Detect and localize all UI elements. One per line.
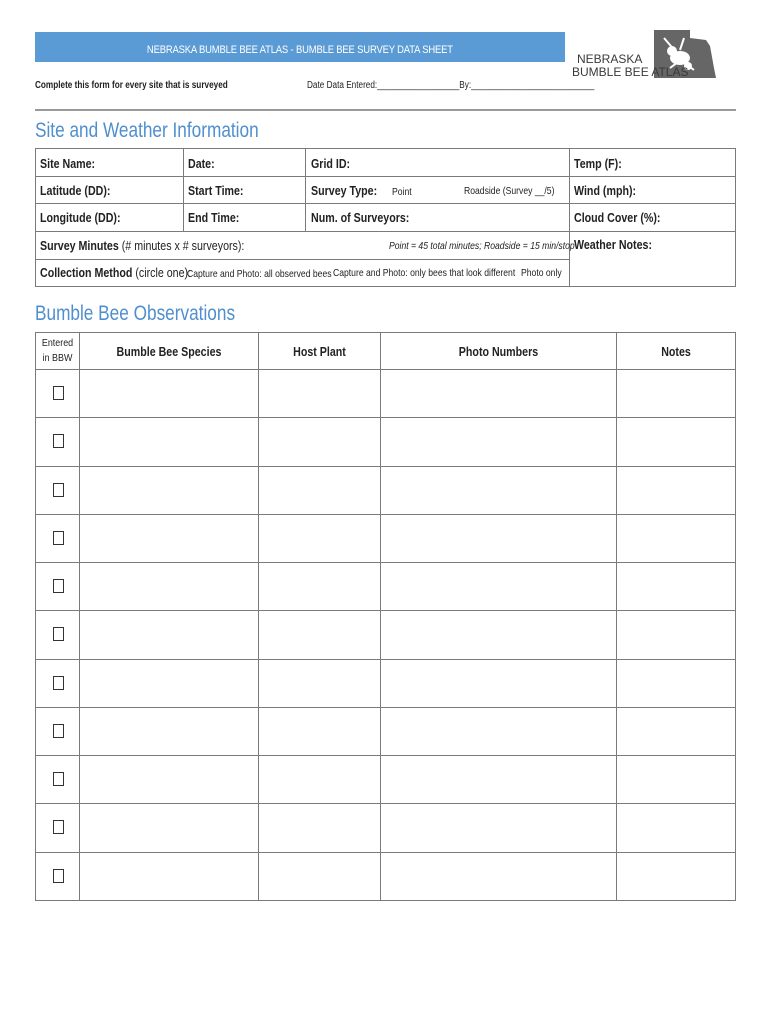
col-entered-line2: in BBW	[42, 352, 73, 364]
col-entered-line1: Entered	[41, 337, 74, 349]
grid-id-label: Grid ID:	[311, 156, 351, 171]
entered-in-bbw-checkbox[interactable]	[53, 676, 64, 690]
survey-type-point-option[interactable]: Point	[392, 186, 412, 198]
logo-line-2: BUMBLE BEE ATLAS	[572, 65, 689, 79]
col-entered-header	[39, 336, 76, 366]
cloud-cover-label: Cloud Cover (%):	[574, 210, 661, 225]
collection-option-photo-only[interactable]: Photo only	[521, 267, 562, 279]
date-label: Date:	[188, 156, 215, 171]
entered-in-bbw-checkbox[interactable]	[53, 579, 64, 593]
end-time-label: End Time:	[188, 210, 240, 225]
table-row[interactable]	[36, 708, 735, 755]
wind-label: Wind (mph):	[574, 183, 637, 198]
instruction-text: Complete this form for every site that is surveyed	[35, 80, 228, 91]
survey-minutes-rest: (# minutes x # surveyors):	[118, 238, 245, 253]
longitude-label: Longitude (DD):	[40, 210, 121, 225]
table-row[interactable]	[36, 418, 735, 465]
collection-option-different[interactable]: Capture and Photo: only bees that look different	[333, 267, 516, 279]
table-row[interactable]	[36, 370, 735, 417]
entered-in-bbw-checkbox[interactable]	[53, 386, 64, 400]
table-row[interactable]	[36, 467, 735, 514]
latitude-label: Latitude (DD):	[40, 183, 111, 198]
col-host-header: Host Plant	[293, 344, 346, 359]
entered-in-bbw-checkbox[interactable]	[53, 724, 64, 738]
collection-method-rest: (circle one):	[132, 265, 192, 280]
entered-in-bbw-checkbox[interactable]	[53, 627, 64, 641]
logo-line-1: NEBRASKA	[577, 52, 643, 66]
table-row[interactable]	[36, 563, 735, 610]
entered-in-bbw-checkbox[interactable]	[53, 820, 64, 834]
entered-in-bbw-checkbox[interactable]	[53, 869, 64, 883]
collection-method-bold: Collection Method	[40, 265, 133, 280]
temp-label: Temp (F):	[574, 156, 622, 171]
table-row[interactable]	[36, 853, 735, 900]
site-name-label: Site Name:	[40, 156, 96, 171]
survey-type-roadside-option[interactable]: Roadside (Survey __/5)	[464, 185, 555, 197]
col-photo-header: Photo Numbers	[458, 344, 539, 359]
survey-minutes-bold: Survey Minutes	[40, 238, 119, 253]
date-entered-line[interactable]: Date Data Entered:__________________By:___________________________	[307, 80, 595, 91]
entered-in-bbw-checkbox[interactable]	[53, 772, 64, 786]
table-row[interactable]	[36, 804, 735, 851]
site-section-title: Site and Weather Information	[35, 119, 259, 142]
weather-notes-label: Weather Notes:	[574, 237, 653, 252]
table-row[interactable]	[36, 515, 735, 562]
col-notes-header: Notes	[661, 344, 691, 359]
collection-option-all[interactable]: Capture and Photo: all observed bees	[187, 268, 332, 280]
banner-title: NEBRASKA BUMBLE BEE ATLAS - BUMBLE BEE SURVEY DATA SHEET	[146, 44, 453, 56]
table-row[interactable]	[36, 756, 735, 803]
table-row[interactable]	[36, 611, 735, 658]
entered-in-bbw-checkbox[interactable]	[53, 483, 64, 497]
col-species-header: Bumble Bee Species	[116, 344, 222, 359]
survey-type-label: Survey Type:	[311, 183, 378, 198]
entered-in-bbw-checkbox[interactable]	[53, 434, 64, 448]
entered-in-bbw-checkbox[interactable]	[53, 531, 64, 545]
start-time-label: Start Time:	[188, 183, 244, 198]
observations-section-title: Bumble Bee Observations	[35, 302, 236, 325]
num-surveyors-label: Num. of Surveyors:	[311, 210, 410, 225]
survey-minutes-note: Point = 45 total minutes; Roadside = 15 min/stop	[389, 240, 575, 252]
table-row[interactable]	[36, 660, 735, 707]
